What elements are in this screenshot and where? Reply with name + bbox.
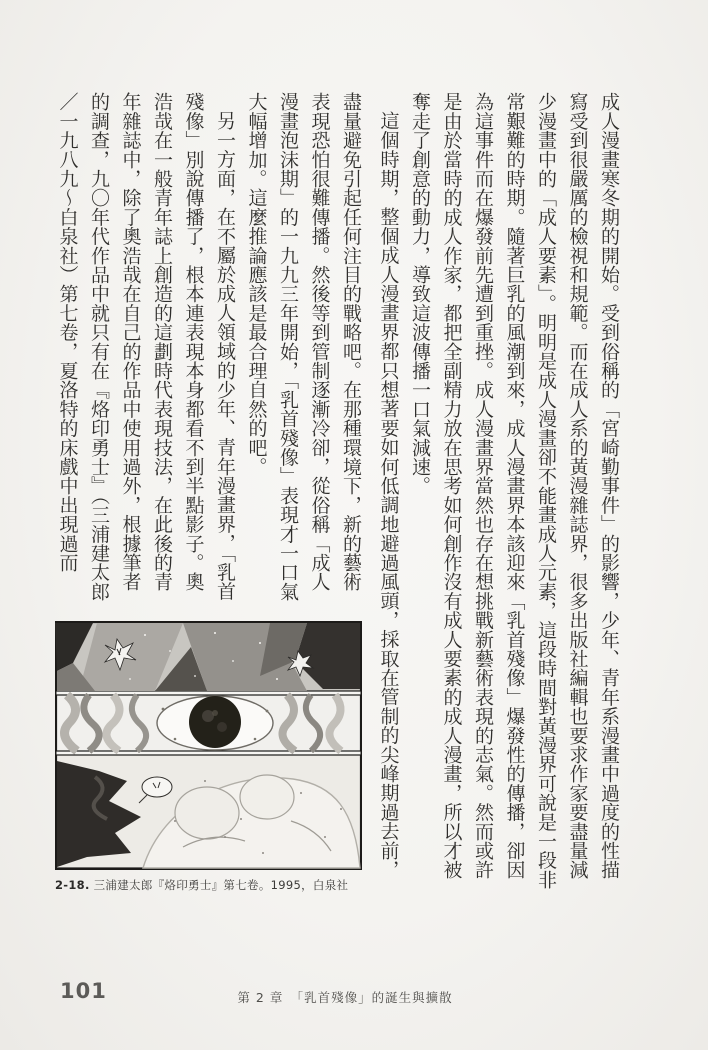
- figure-caption-label: 2-18.: [55, 878, 90, 892]
- body-text-left: [46, 92, 366, 608]
- body-text-right: [364, 92, 624, 894]
- paragraph-1: 成人漫畫寒冬期的開始。受到俗稱的「宮崎勤事件」的影響，少年、青年系漫畫中過度的性描寫受到很嚴厲的檢視和規範。而在成人系的黃漫雜誌界，很多出版社編輯也要求作家要盡量減少漫畫中的「成人要素」。明明是成人漫畫卻不能畫成人元素，這段時間對黃漫界可說是一段非常艱難的時期。隨著巨乳的風潮到來，成人漫畫界本該迎來「乳首殘像」爆發性的傳播，卻因為這事件而在爆發前先遭到重挫。成人漫畫界當然也存在想挑戰新藝術表現的志氣。然而或許是由於當時的成人作家，都把全副精力放在思考如何創作沒有成人要素的成人漫畫，所以才被奪走了創意的動力，導致這波傳播一口氣減速。: [409, 92, 620, 889]
- figure-caption-text: 三浦建太郎『烙印勇士』第七卷。1995，白泉社: [93, 878, 349, 892]
- paragraph-2-continued: 盡量避免引起任何注目的戰略吧。在那種環境下，新的藝術表現恐怕很難傳播。然後等到管制逐漸冷卻，從俗稱「成人漫畫泡沫期」的一九九三年開始，「乳首殘像」表現才一口氣大幅增加。這麼推論應該是最合理自然的吧。: [245, 92, 362, 601]
- paragraph-3: 另一方面，在不屬於成人領域的少年、青年漫畫界，「乳首殘像」別說傳播了，根本連表現本身都看不到半點影子。奧浩哉在一般青年誌上創造的這劃時代表現技法，在此後的青年雜誌中，除了奧浩哉在自己的作品中使用過外，根據筆者的調查，九〇年代作品中就只有在『烙印勇士』（三浦建太郎／一九八九～白泉社）第七卷，夏洛特的床戲中出現過而: [56, 92, 236, 601]
- figure-2-18: [55, 621, 362, 893]
- figure-caption: [55, 877, 362, 893]
- page-number: 101: [60, 979, 107, 1003]
- manga-image: [55, 621, 362, 870]
- chapter-footer: 第 2 章 「乳首殘像」的誕生與擴散: [237, 990, 453, 1005]
- paragraph-2: 這個時期，整個成人漫畫界都只想著要如何低調地避過風頭，採取在管制的尖峰期過去前，: [377, 111, 400, 879]
